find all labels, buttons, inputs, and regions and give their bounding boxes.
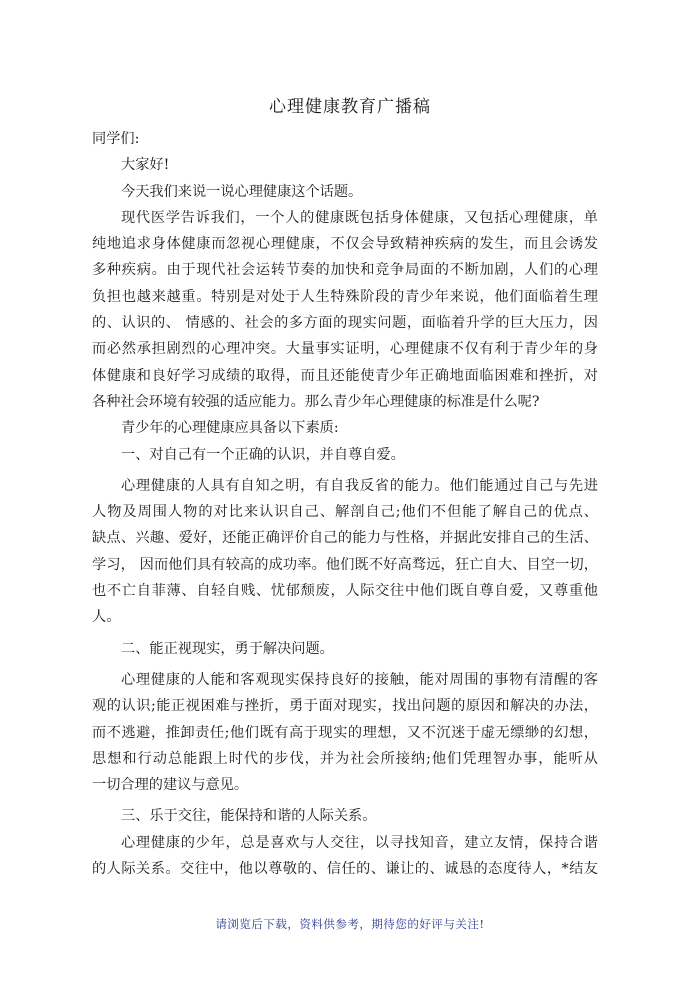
paragraph-line: 学习， 因而他们具有较高的成功率。他们既不好高骛远，狂亡自大、目空一切， [92,556,598,573]
paragraph-line: 人。 [92,609,121,626]
paragraph-line: 纯地追求身体健康而忽视心理健康，不仅会导致精神疾病的发生，而且会诱发 [92,236,598,253]
document-body [92,126,598,882]
paragraph-line: 负担也越来越重。特别是对处于人生特殊阶段的青少年来说，他们面临着生理 [92,288,598,305]
paragraph-line: 人物及周围人物的对比来认识自己、解剖自己;他们不但能了解自己的优点、 [92,504,598,521]
paragraph-line: 三、乐于交往，能保持和谐的人际关系。 [121,808,377,825]
paragraph-line: 而不逃避，推卸责任;他们既有高于现实的理想，又不沉迷于虚无缥缈的幻想， [92,724,598,741]
paragraph-line: 观的认识;能正视困难与挫折，勇于面对现实，找出问题的原因和解决的办法， [92,698,598,715]
paragraph-line: 的、认识的、 情感的、社会的多方面的现实问题，面临着升学的巨大压力，因 [92,315,598,332]
paragraph-line: 各种社会环境有较强的适应能力。那么青少年心理健康的标准是什么呢? [92,393,540,410]
paragraph-line: 大家好! [121,157,170,174]
paragraph-line: 同学们: [92,131,140,147]
document-title: 心理健康教育广播稿 [269,97,431,117]
paragraph-line: 的人际关系。交往中，他以尊敬的、信任的、谦让的、诚恳的态度待人，*结友 [92,861,598,878]
page-footer: 请浏览后下载，资料供参考，期待您的好评与关注! [215,917,485,931]
paragraph-line: 二、能正视现实，勇于解决问题。 [121,640,334,657]
paragraph-line: 思想和行动总能跟上时代的步伐，并为社会所接纳;他们凭理智办事，能听从 [92,750,598,767]
paragraph-line: 心理健康的少年，总是喜欢与人交往，以寻找知音，建立友情，保持合谐 [121,834,598,851]
paragraph-line: 一、对自己有一个正确的认识，并自尊自爱。 [121,446,405,463]
paragraph-line: 缺点、兴趣、爱好，还能正确评价自己的能力与性格，并据此安排自己的生活、 [92,530,598,547]
paragraph-line: 一切合理的建议与意见。 [92,777,249,794]
paragraph-line: 青少年的心理健康应具备以下素质: [121,420,339,437]
paragraph-line: 也不亡自菲薄、自轻自贱、忧郁颓废，人际交往中他们既自尊自爱，又尊重他 [92,583,598,600]
paragraph-line: 而必然承担剧烈的心理冲突。大量事实证明，心理健康不仅有利于青少年的身 [92,341,598,358]
paragraph-line: 多种疾病。由于现代社会运转节奏的加快和竞争局面的不断加剧，人们的心理 [92,262,598,279]
paragraph-line: 体健康和良好学习成绩的取得，而且还能使青少年正确地面临困难和挫折，对 [92,367,598,384]
paragraph-line: 今天我们来说一说心理健康这个话题。 [121,183,363,200]
paragraph-line: 现代医学告诉我们，一个人的健康既包括身体健康，又包括心理健康，单 [121,209,598,226]
paragraph-line: 心理健康的人具有自知之明，有自我反省的能力。他们能通过自己与先进 [121,477,598,494]
paragraph-line: 心理健康的人能和客观现实保持良好的接触，能对周围的事物有清醒的客 [121,671,598,688]
